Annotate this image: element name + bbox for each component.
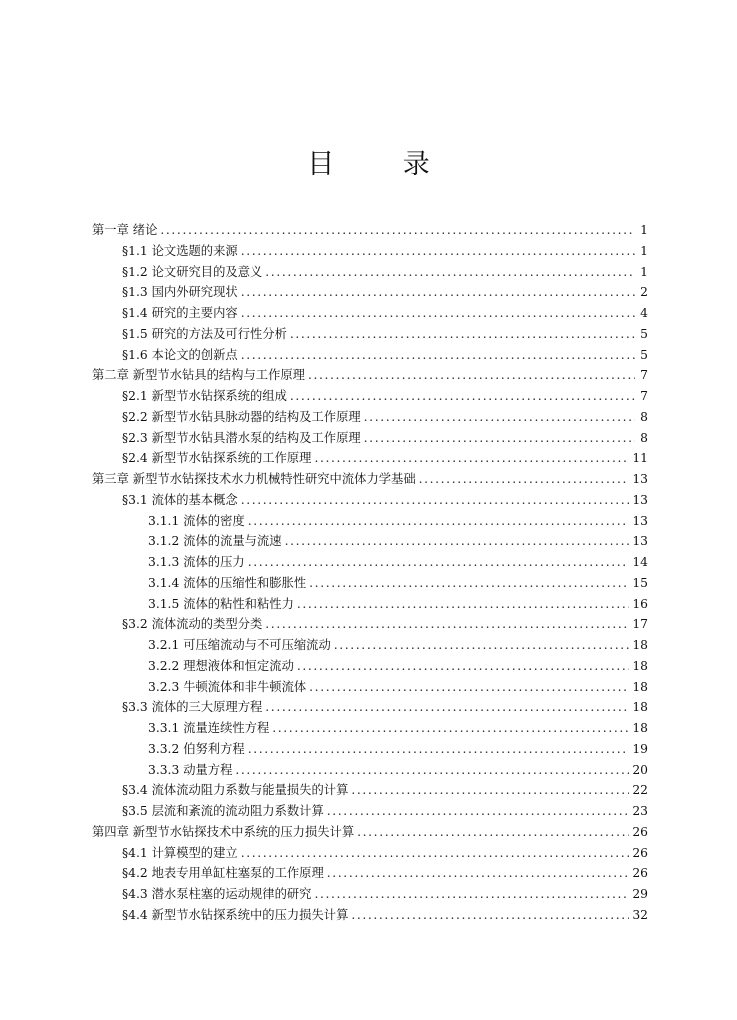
dot-leader: [241, 493, 630, 507]
toc-entry-page-number: 18: [632, 679, 648, 694]
toc-entry-page-number: 5: [640, 326, 648, 341]
toc-entry-label: 3.2.3 牛顿流体和非牛顿流体: [148, 679, 307, 694]
toc-entry-page-number: 26: [632, 845, 648, 860]
dot-leader: [241, 846, 630, 860]
toc-entry-page-number: 13: [632, 472, 648, 486]
toc-entry-page-number: 2: [640, 285, 648, 300]
toc-entry-page-number: 1: [640, 264, 648, 279]
toc-entry-label: 第三章 新型节水钻探技术水力机械特性研究中流体力学基础: [92, 472, 416, 486]
toc-entry-page-number: 29: [632, 887, 648, 901]
toc-entry-page-number: 22: [632, 783, 648, 798]
toc-entry-label: §3.1 流体的基本概念: [122, 492, 238, 507]
dot-leader: [272, 721, 629, 735]
dot-leader: [241, 244, 635, 258]
toc-entry-page-number: 7: [640, 389, 648, 403]
dot-leader: [241, 348, 635, 362]
toc-entry-label: §2.1 新型节水钻探系统的组成: [122, 389, 287, 403]
toc-entry[interactable]: [92, 531, 648, 552]
dot-leader: [160, 223, 635, 237]
toc-entry-page-number: 4: [640, 306, 648, 320]
dot-leader: [265, 265, 635, 279]
toc-entry-label: 第四章 新型节水钻探技术中系统的压力损失计算: [92, 824, 355, 839]
toc-entry-label: 3.1.4 流体的压缩性和膨胀性: [148, 575, 307, 590]
toc-entry[interactable]: [92, 469, 648, 490]
toc-entry-label: 3.2.2 理想液体和恒定流动: [148, 658, 294, 673]
toc-entry[interactable]: [92, 241, 648, 262]
toc-entry-label: §1.1 论文选题的来源: [122, 243, 238, 258]
dot-leader: [314, 451, 629, 465]
dot-leader: [327, 866, 630, 880]
toc-entry-page-number: 11: [632, 451, 648, 466]
toc-entry[interactable]: [92, 677, 648, 698]
toc-entry-label: §4.2 地表专用单缸柱塞泵的工作原理: [122, 866, 324, 881]
toc-entry-page-number: 14: [632, 555, 648, 569]
table-of-contents: [92, 220, 648, 926]
toc-entry[interactable]: [92, 863, 648, 884]
toc-entry[interactable]: [92, 697, 648, 718]
toc-entry-page-number: 23: [632, 804, 648, 818]
toc-entry-label: §1.2 论文研究目的及意义: [122, 264, 263, 279]
toc-entry-page-number: 8: [640, 430, 648, 445]
toc-entry-label: §1.4 研究的主要内容: [122, 306, 238, 320]
toc-entry[interactable]: [92, 656, 648, 677]
toc-entry-page-number: 8: [640, 409, 648, 424]
toc-entry[interactable]: [92, 843, 648, 864]
toc-entry-label: §3.2 流体流动的类型分类: [122, 617, 263, 632]
toc-entry-page-number: 20: [632, 762, 648, 777]
toc-entry-page-number: 32: [632, 907, 648, 922]
toc-entry-label: 3.1.2 流体的流量与流速: [148, 534, 282, 549]
dot-leader: [241, 285, 635, 299]
toc-entry[interactable]: [92, 448, 648, 469]
toc-entry-page-number: 18: [632, 638, 648, 652]
dot-leader: [308, 368, 635, 382]
toc-entry[interactable]: [92, 303, 648, 324]
toc-entry-label: 3.3.2 伯努利方程: [148, 741, 245, 756]
toc-entry-label: §4.1 计算模型的建立: [122, 845, 238, 860]
toc-entry-label: §3.4 流体流动阻力系数与能量损失的计算: [122, 783, 349, 798]
toc-entry-page-number: 1: [640, 243, 648, 258]
dot-leader: [419, 472, 630, 486]
toc-entry[interactable]: [92, 365, 648, 386]
toc-entry-label: §4.3 潜水泵柱塞的运动规律的研究: [122, 887, 312, 901]
toc-entry[interactable]: [92, 739, 648, 760]
dot-leader: [297, 597, 629, 611]
toc-entry[interactable]: [92, 573, 648, 594]
toc-entry[interactable]: [92, 594, 648, 615]
toc-entry-label: §2.3 新型节水钻具潜水泵的结构及工作原理: [122, 430, 361, 445]
toc-entry-page-number: 13: [632, 534, 648, 549]
dot-leader: [265, 617, 629, 631]
toc-entry-page-number: 15: [632, 575, 648, 590]
toc-entry[interactable]: [92, 386, 648, 407]
toc-entry[interactable]: [92, 884, 648, 905]
toc-entry[interactable]: [92, 428, 648, 449]
toc-entry[interactable]: [92, 552, 648, 573]
toc-entry[interactable]: [92, 614, 648, 635]
toc-entry-label: 3.3.1 流量连续性方程: [148, 721, 270, 735]
toc-entry-label: 3.1.1 流体的密度: [148, 513, 245, 528]
toc-entry-page-number: 7: [640, 368, 648, 383]
dot-leader: [314, 887, 629, 901]
dot-leader: [334, 638, 630, 652]
toc-entry[interactable]: [92, 760, 648, 781]
dot-leader: [248, 742, 630, 756]
toc-entry-page-number: 18: [632, 658, 648, 673]
dot-leader: [241, 306, 635, 320]
toc-entry-label: §3.3 流体的三大原理方程: [122, 700, 263, 715]
toc-entry-label: §4.4 新型节水钻探系统中的压力损失计算: [122, 907, 349, 922]
toc-entry[interactable]: [92, 220, 648, 241]
toc-entry[interactable]: [92, 718, 648, 739]
toc-entry-page-number: 5: [640, 347, 648, 362]
toc-entry-page-number: 13: [632, 492, 648, 507]
page-title: 目 录: [307, 149, 460, 180]
toc-entry[interactable]: [92, 324, 648, 345]
dot-leader: [351, 783, 629, 797]
dot-leader: [357, 825, 629, 839]
toc-entry-label: 3.3.3 动量方程: [148, 762, 233, 777]
toc-entry-label: 3.2.1 可压缩流动与不可压缩流动: [148, 638, 331, 652]
dot-leader: [309, 680, 629, 694]
toc-entry[interactable]: [92, 511, 648, 532]
toc-entry[interactable]: [92, 490, 648, 511]
dot-leader: [309, 576, 629, 590]
dot-leader: [285, 534, 630, 548]
dot-leader: [351, 908, 629, 922]
toc-entry-label: §3.5 层流和紊流的流动阻力系数计算: [122, 804, 324, 818]
dot-leader: [235, 763, 629, 777]
toc-entry-page-number: 17: [632, 617, 648, 632]
dot-leader: [297, 659, 629, 673]
dot-leader: [364, 410, 635, 424]
toc-entry-label: §1.3 国内外研究现状: [122, 285, 238, 300]
toc-entry[interactable]: [92, 635, 648, 656]
toc-entry[interactable]: [92, 262, 648, 283]
dot-leader: [265, 700, 629, 714]
toc-entry[interactable]: [92, 282, 648, 303]
dot-leader: [290, 327, 635, 341]
toc-entry-page-number: 26: [632, 866, 648, 881]
toc-entry-page-number: 18: [632, 700, 648, 715]
toc-entry-page-number: 13: [632, 513, 648, 528]
toc-entry[interactable]: [92, 822, 648, 843]
toc-entry[interactable]: [92, 407, 648, 428]
dot-leader: [364, 431, 635, 445]
dot-leader: [248, 514, 630, 528]
dot-leader: [248, 555, 630, 569]
toc-entry-page-number: 26: [632, 824, 648, 839]
toc-entry-label: §1.6 本论文的创新点: [122, 347, 238, 362]
dot-leader: [327, 804, 630, 818]
toc-entry[interactable]: [92, 345, 648, 366]
toc-entry-label: 3.1.3 流体的压力: [148, 555, 245, 569]
toc-entry[interactable]: [92, 905, 648, 926]
toc-entry-label: §2.2 新型节水钻具脉动器的结构及工作原理: [122, 409, 361, 424]
toc-entry[interactable]: [92, 780, 648, 801]
toc-entry[interactable]: [92, 801, 648, 822]
dot-leader: [290, 389, 635, 403]
toc-entry-page-number: 19: [632, 741, 648, 756]
toc-entry-label: 第一章 绪论: [92, 223, 158, 237]
toc-entry-label: 第二章 新型节水钻具的结构与工作原理: [92, 368, 305, 383]
toc-entry-page-number: 1: [640, 223, 648, 237]
toc-entry-label: §1.5 研究的方法及可行性分析: [122, 326, 287, 341]
toc-entry-label: §2.4 新型节水钻探系统的工作原理: [122, 451, 312, 466]
toc-entry-page-number: 18: [632, 721, 648, 735]
toc-entry-label: 3.1.5 流体的粘性和粘性力: [148, 596, 294, 611]
toc-entry-page-number: 16: [632, 596, 648, 611]
